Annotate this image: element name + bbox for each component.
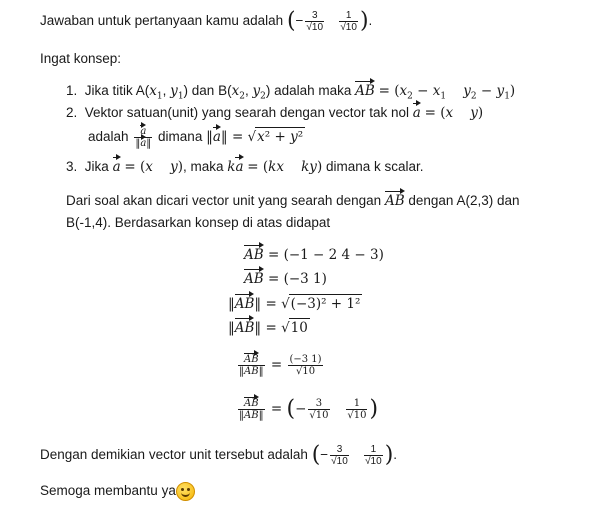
intro-line: Jawaban untuk pertanyaan kamu adalah (− $\frac{3}{√10}$ $\frac{1}{√10}$ ). <box>40 8 373 34</box>
equation-4: ‖AB‖ = √10 <box>228 320 308 336</box>
problem-line-2: B(-1,4). Berdasarkan konsep di atas didapat <box>66 215 331 230</box>
conclusion-line: Dengan demikian vector unit tersebut adalah (− $\frac{3}{√10}$ $\frac{1}{√10}$ ). <box>40 442 398 468</box>
equation-3: ‖AB‖ = √(−3)² + 1² <box>228 296 361 312</box>
equation-5: $\frac{AB}{‖AB‖}$ = $\frac{(-3 1)}{√10}$ <box>239 354 322 377</box>
problem-line-1: Dari soal akan dicari vector unit yang searah dengan AB dengan A(2,3) dan <box>66 193 520 209</box>
concept-item-3: 3. Jika a = (x y), maka ka = (kx ky) dimana k scalar. <box>66 159 424 175</box>
intro-text: Jawaban untuk pertanyaan kamu adalah <box>40 13 284 29</box>
equation-2: AB = (−3 1) <box>244 271 327 287</box>
equation-6: $\frac{AB}{‖AB‖}$ = (− $\frac{3}{√10}$ $\frac{1}{√10}$ ) <box>239 396 379 422</box>
answer-frac-2: $\frac{1}{√10}$ <box>340 10 357 33</box>
concept-item-2: 2. Vektor satuan(unit) yang searah dengan vector tak nol a = (x y) <box>66 105 484 121</box>
ingat-heading: Ingat konsep: <box>40 51 122 66</box>
smiling-face-icon <box>176 482 195 501</box>
concept-item-2-cont: adalah $\frac{a}{‖a‖}$ dimana ‖a‖ = √x² + y² <box>88 126 304 149</box>
closing-line: Semoga membantu ya <box>40 482 195 501</box>
concept-item-1: 1. Jika titik $A(x_1$, $y_1$) dan $B(x_2$, $y_2$) adalah maka AB = ($x_2 - x_1$ $y_2 - y_1$) <box>66 83 516 102</box>
equation-1: AB = (−1 − 2 4 − 3) <box>244 247 384 263</box>
answer-frac-1: $\frac{3}{√10}$ <box>306 10 324 33</box>
